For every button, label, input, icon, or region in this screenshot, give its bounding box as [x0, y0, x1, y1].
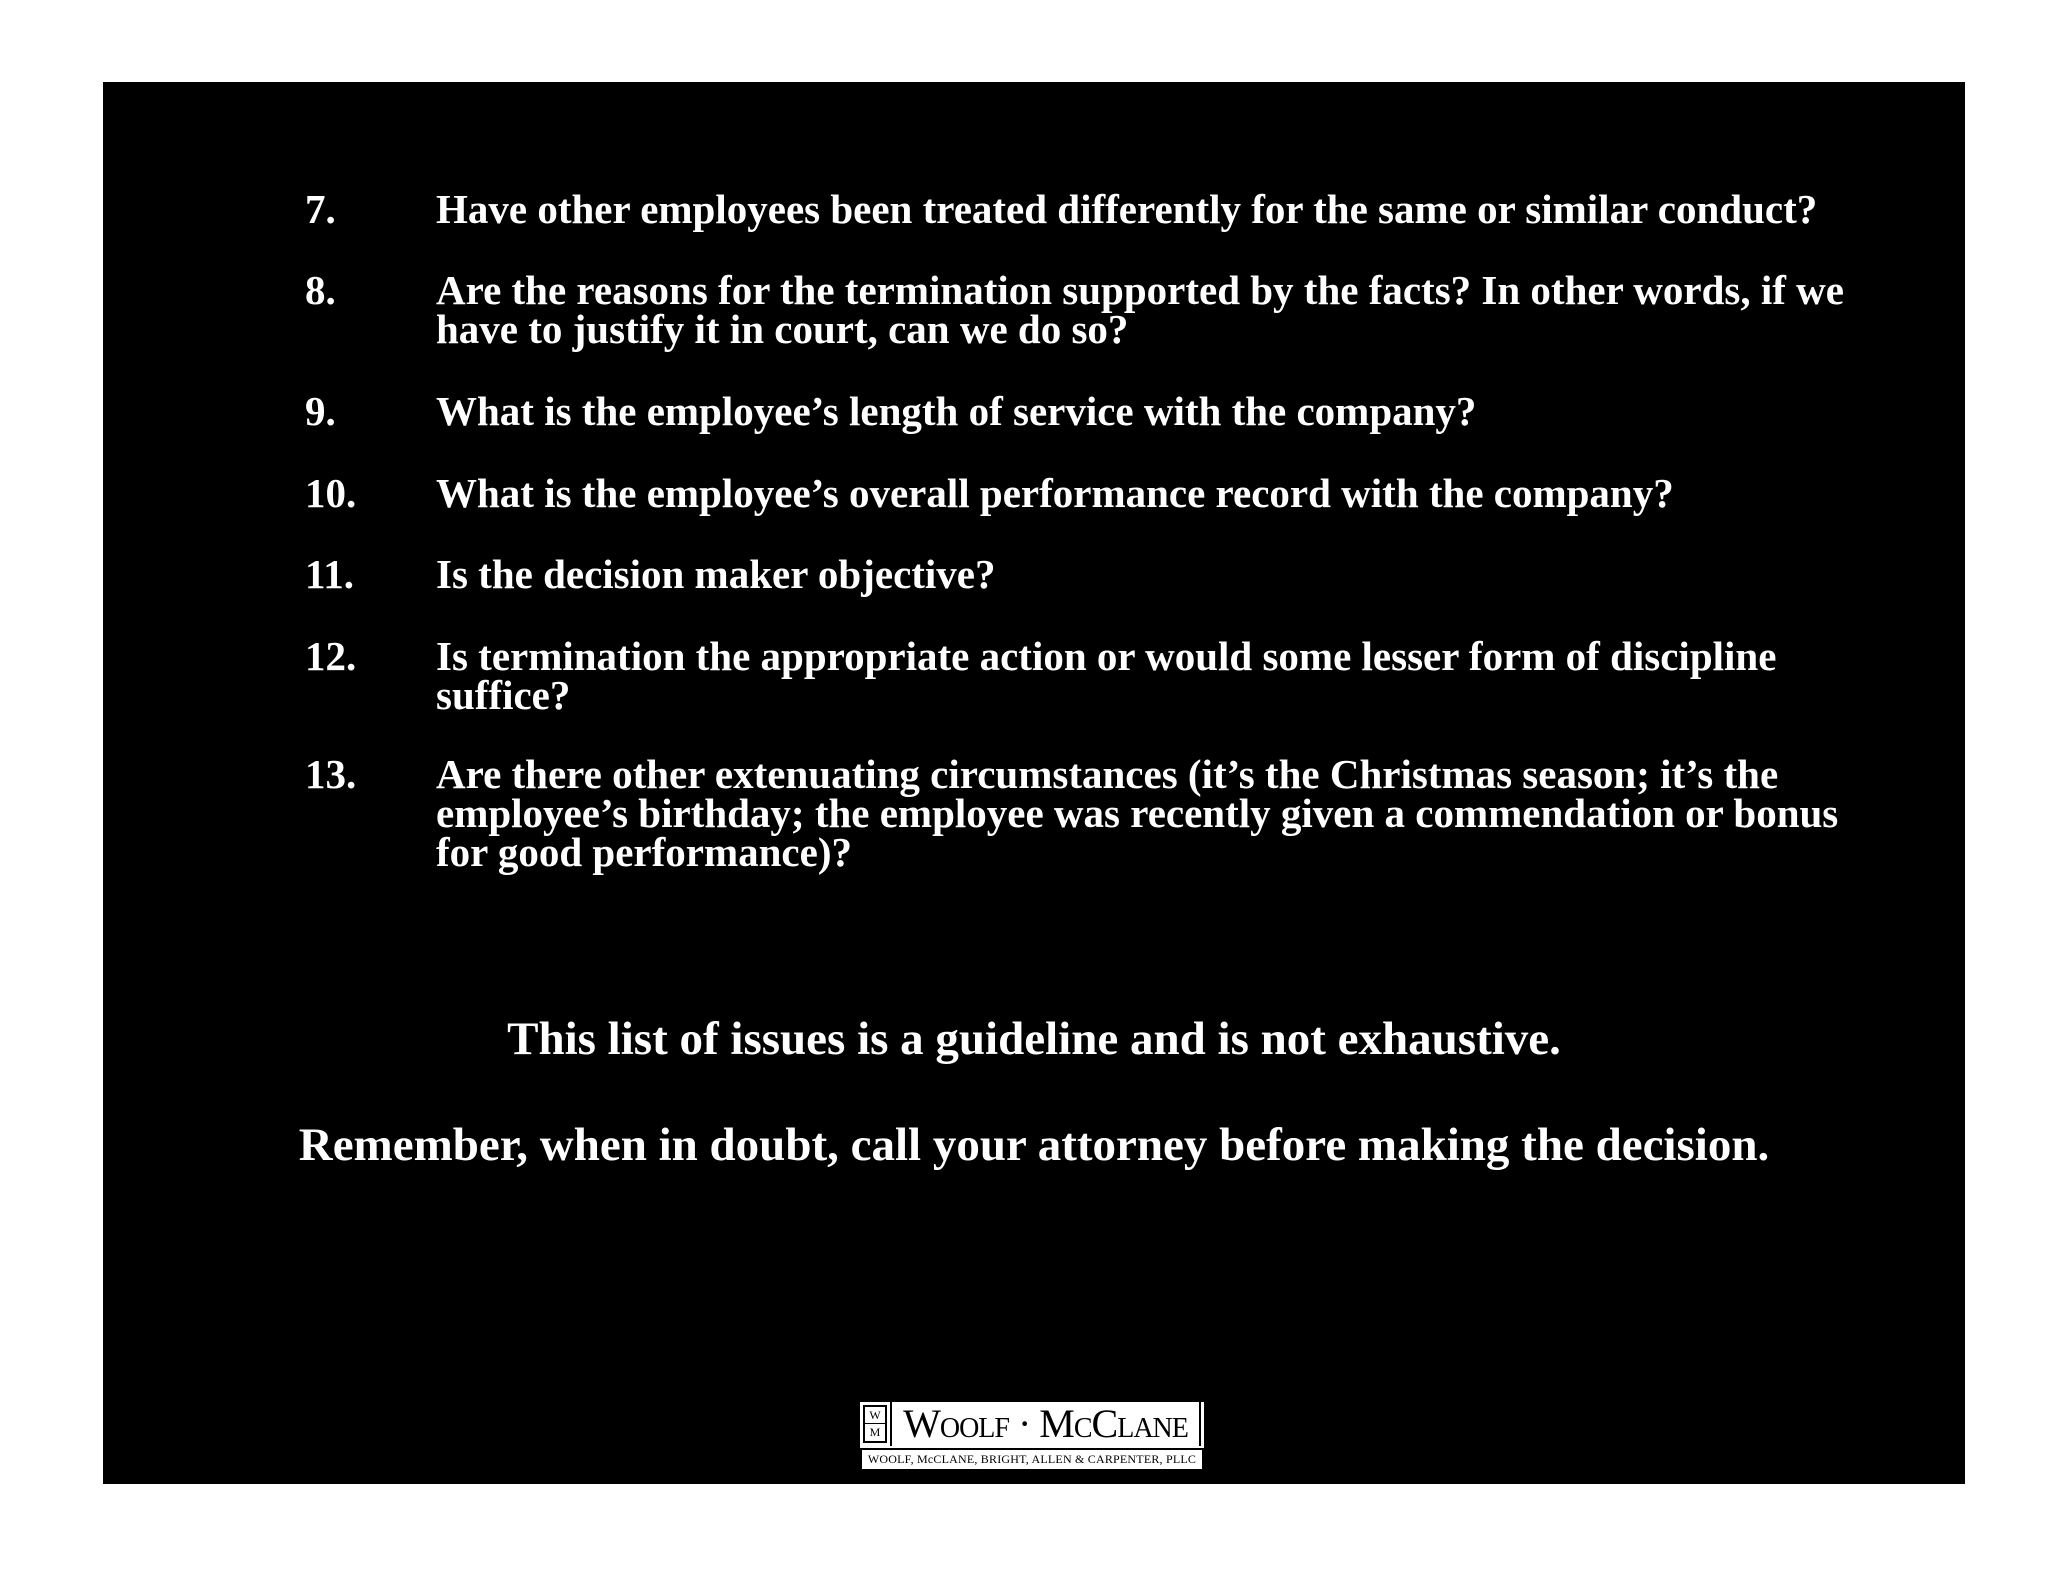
monogram-top: W [869, 1408, 881, 1422]
question-text: Have other employees been treated differently for the same or similar conduct? [436, 186, 1818, 232]
guideline-note: This list of issues is a guideline and is not exhaustive. [507, 1013, 1561, 1065]
question-number: 12. [305, 633, 357, 679]
question-text: Are the reasons for the termination supported by the facts? In other words, if we have to justify it in court, can we do so? [436, 267, 1844, 352]
question-number: 7. [305, 186, 336, 232]
question-number: 10. [305, 470, 357, 516]
question-number: 9. [305, 388, 336, 434]
question-text: What is the employee’s overall performance record with the company? [436, 470, 1674, 516]
monogram-bottom: M [865, 1423, 885, 1440]
firm-name: Woolf · McClane [890, 1402, 1201, 1446]
question-number: 8. [305, 267, 336, 313]
slide [103, 82, 1965, 1484]
question-text: Is the decision maker objective? [436, 551, 996, 597]
question-number: 13. [305, 751, 357, 797]
reminder-note: Remember, when in doubt, call your attorney before making the decision. [298, 1119, 1770, 1171]
firm-full-name: WOOLF, McCLANE, BRIGHT, ALLEN & CARPENTER, PLLC [860, 1448, 1204, 1471]
monogram-icon [863, 1405, 887, 1443]
question-text: What is the employee’s length of service with the company? [436, 388, 1477, 434]
question-text: Are there other extenuating circumstances (it’s the Christmas season; it’s the employee’s birthday; the employee was recently given a commendation or bonus for good performance)? [436, 751, 1839, 875]
question-number: 11. [305, 551, 354, 597]
firm-logo [860, 1402, 1204, 1471]
question-text: Is termination the appropriate action or would some lesser form of discipline suffice? [436, 633, 1777, 718]
